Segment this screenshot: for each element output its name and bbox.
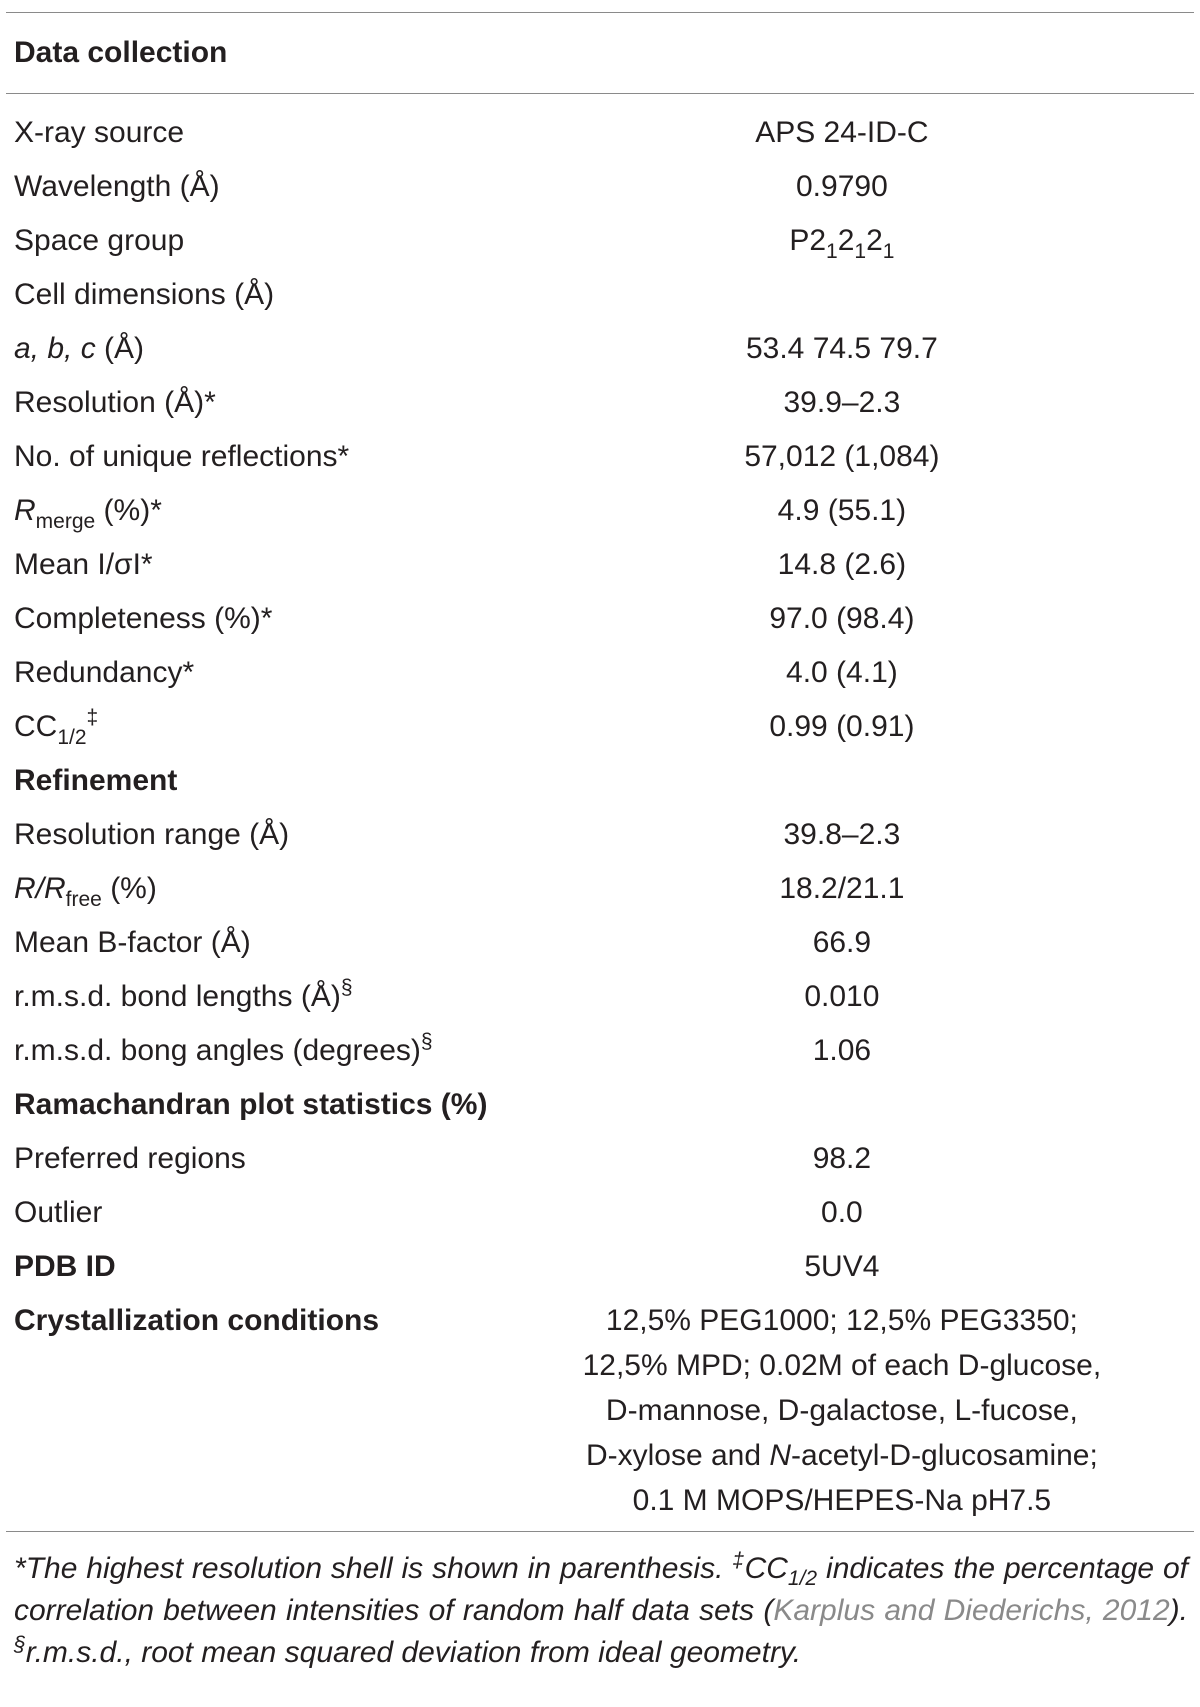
table-row bbox=[6, 916, 1194, 970]
row-value: 0.0 bbox=[821, 1196, 863, 1229]
table-footnote: *The highest resolution shell is shown in parenthesis. $^\ddagger CC_{1/2}$ indicates the percentage of correlation between intensities of random half data sets (Karplus and Diederichs, 2012). §r.m.s.d., root mean squared deviation from ideal geometry. bbox=[14, 1549, 1188, 1669]
row-value: 4.0 (4.1) bbox=[786, 656, 898, 689]
row-label: Redundancy* bbox=[14, 656, 195, 689]
row-label: Cell dimensions (Å) bbox=[14, 278, 275, 311]
table-row bbox=[6, 1132, 1194, 1186]
table-row bbox=[6, 862, 1194, 916]
header-rule bbox=[6, 93, 1194, 94]
table-row bbox=[6, 268, 1194, 322]
statistics-table bbox=[6, 106, 1194, 1531]
row-value: 53.4 74.5 79.7 bbox=[745, 332, 938, 365]
table-row bbox=[6, 106, 1194, 160]
table-row bbox=[6, 592, 1194, 646]
citation-link[interactable]: Karplus and Diederichs, 2012 bbox=[773, 1594, 1170, 1627]
pdb-label: PDB ID bbox=[14, 1250, 116, 1283]
table-row bbox=[6, 214, 1194, 268]
row-value: 0.99 (0.91) bbox=[769, 710, 915, 743]
section-title: Ramachandran plot statistics (%) bbox=[14, 1088, 488, 1121]
row-label: a, b, c (Å) bbox=[14, 332, 145, 365]
row-label: $CC_{1/2}^\ddagger$ bbox=[14, 706, 99, 749]
section-title: Refinement bbox=[14, 764, 178, 797]
row-value: 39.9–2.3 bbox=[783, 386, 901, 419]
row-label: r.m.s.d. bong angles (degrees)§ bbox=[14, 1030, 433, 1067]
row-value: 57,012 (1,084) bbox=[744, 440, 940, 473]
row-value: 1.06 bbox=[812, 1034, 872, 1067]
table-row bbox=[6, 646, 1194, 700]
table-container bbox=[6, 12, 1194, 1674]
row-value: 18.2/21.1 bbox=[779, 872, 905, 905]
row-label: Completeness (%)* bbox=[14, 602, 273, 635]
row-value: 98.2 bbox=[812, 1142, 872, 1175]
table-row bbox=[6, 160, 1194, 214]
pdb-value: 5UV4 bbox=[804, 1250, 880, 1283]
table-row bbox=[6, 484, 1194, 538]
table-row bbox=[6, 808, 1194, 862]
row-label: $R_{merge}$ (%)* bbox=[14, 494, 162, 533]
crystallization-label: Crystallization conditions bbox=[14, 1304, 380, 1337]
table-row bbox=[6, 1024, 1194, 1078]
row-label: Wavelength (Å) bbox=[14, 170, 220, 203]
section-row-ramachandran bbox=[6, 1078, 1194, 1132]
table-row bbox=[6, 376, 1194, 430]
row-label: X-ray source bbox=[14, 116, 185, 149]
table-row bbox=[6, 700, 1194, 754]
row-label: r.m.s.d. bond lengths (Å)§ bbox=[14, 976, 353, 1013]
table-row bbox=[6, 538, 1194, 592]
table-row bbox=[6, 1186, 1194, 1240]
row-value: $P2_12_12_1$ bbox=[789, 224, 895, 263]
row-value: 66.9 bbox=[812, 926, 872, 959]
row-value: APS 24-ID-C bbox=[755, 116, 929, 149]
row-label: No. of unique reflections* bbox=[14, 440, 350, 473]
row-label: $R/R_{free}$ (%) bbox=[14, 872, 157, 911]
section-row-refinement bbox=[6, 754, 1194, 808]
row-label: Resolution (Å)* bbox=[14, 386, 216, 419]
table-row-pdb bbox=[6, 1240, 1194, 1294]
section-header-data-collection: Data collection bbox=[14, 36, 228, 69]
row-label: Mean I/σI* bbox=[14, 548, 153, 581]
table-row bbox=[6, 970, 1194, 1024]
row-value: 39.8–2.3 bbox=[783, 818, 901, 851]
row-value: 4.9 (55.1) bbox=[777, 494, 907, 527]
row-value: 0.9790 bbox=[796, 170, 888, 203]
table-row-crystallization bbox=[6, 1294, 1194, 1531]
row-label: Space group bbox=[14, 224, 185, 257]
row-label: Resolution range (Å) bbox=[14, 818, 290, 851]
row-value bbox=[570, 268, 1194, 322]
row-value: 14.8 (2.6) bbox=[777, 548, 907, 581]
row-label: Preferred regions bbox=[14, 1142, 246, 1175]
table-row bbox=[6, 322, 1194, 376]
row-label: Outlier bbox=[14, 1196, 103, 1229]
table-row bbox=[6, 430, 1194, 484]
row-label: Mean B-factor (Å) bbox=[14, 926, 251, 959]
crystallization-value: 12,5% PEG1000; 12,5% PEG3350; 12,5% MPD; 0.02M of each D-glucose, D-mannose, D-galactose, L-fucose, D-xylose and N-acetyl-D-glucosamine; 0.1 M MOPS/HEPES-Na pH7.5 bbox=[582, 1304, 1102, 1517]
row-value: 0.010 bbox=[804, 980, 880, 1013]
row-value: 97.0 (98.4) bbox=[769, 602, 915, 635]
